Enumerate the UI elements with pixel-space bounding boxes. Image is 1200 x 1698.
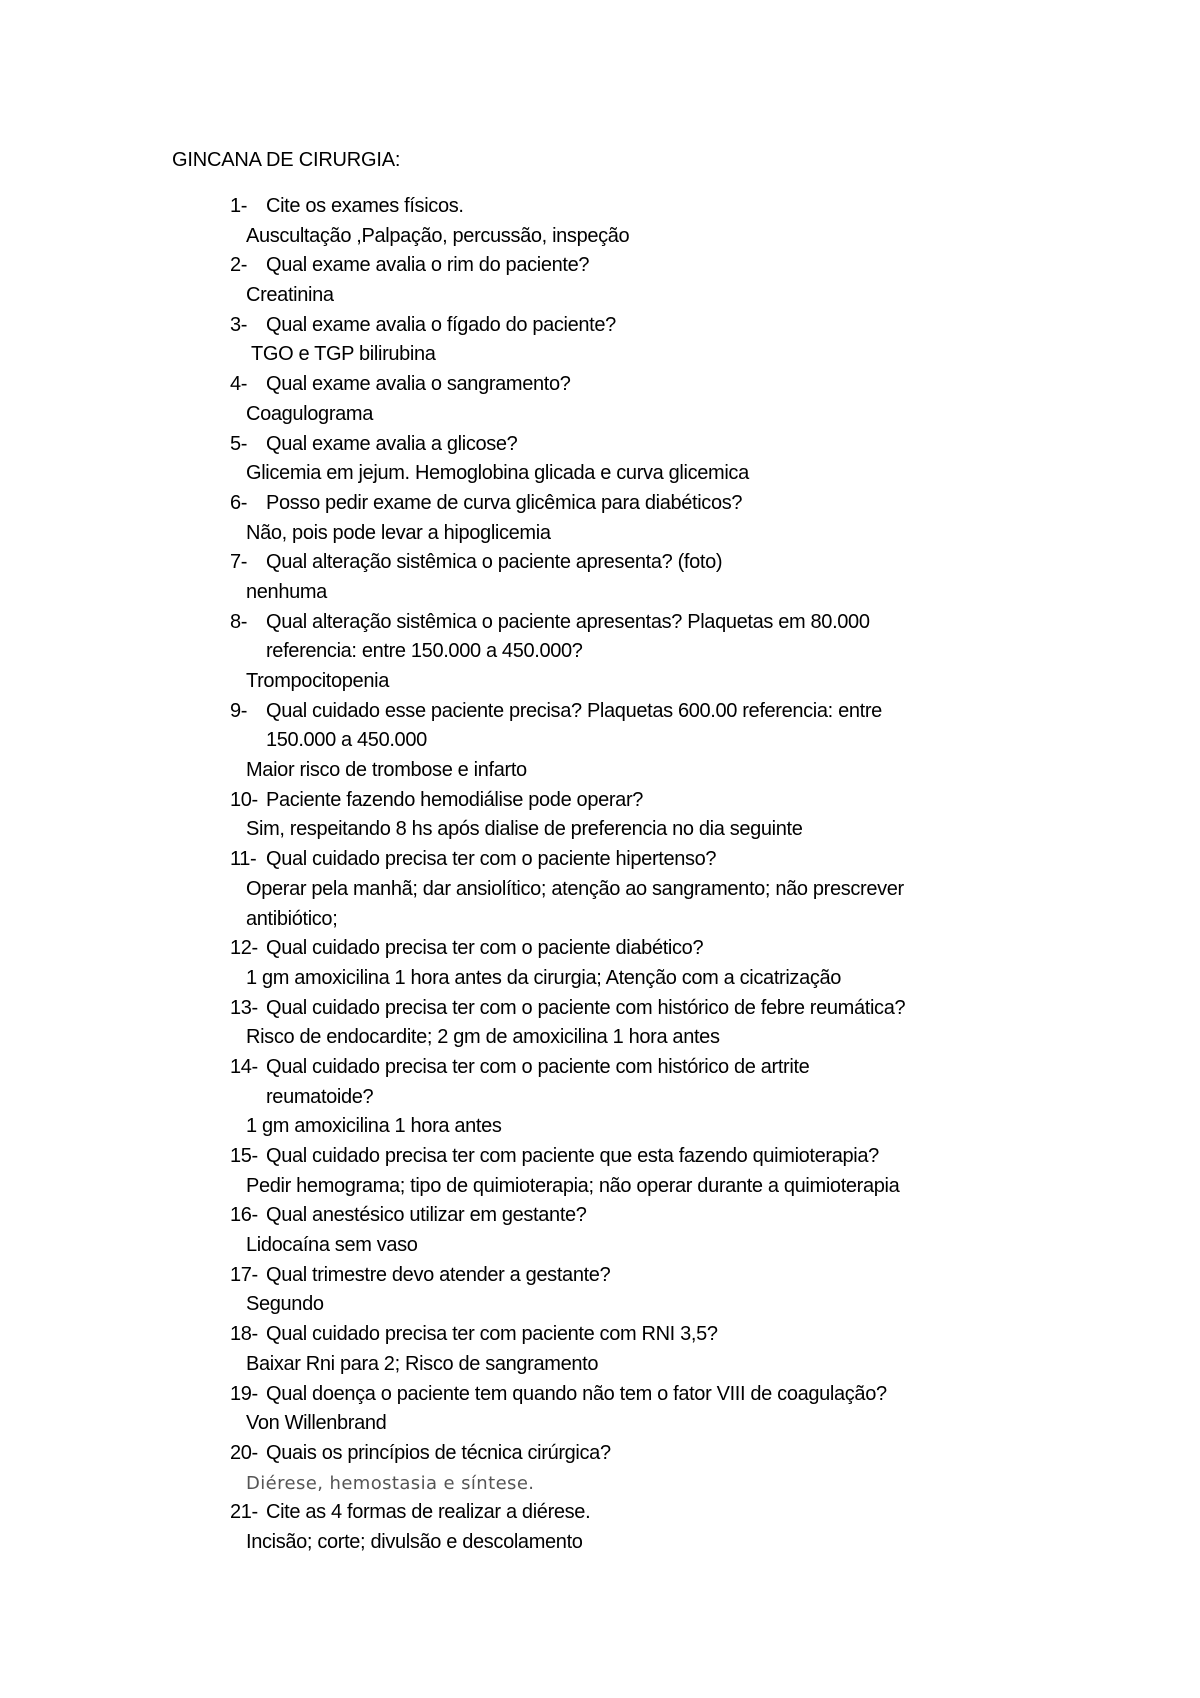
question-text: Qual anestésico utilizar em gestante? [266, 1204, 587, 1227]
question-text: 150.000 a 450.000 [266, 729, 427, 752]
answer-text: Coagulograma [246, 402, 373, 425]
question-line [0, 637, 1200, 667]
question-number: 19- [230, 1382, 258, 1405]
question-number: 20- [230, 1441, 258, 1464]
answer-line [0, 400, 1200, 430]
question-line [0, 1053, 1200, 1083]
question-text: Qual exame avalia a glicose? [266, 432, 518, 455]
question-number: 2- [230, 254, 248, 277]
question-number: 8- [230, 610, 248, 633]
question-line [0, 370, 1200, 400]
answer-text: Pedir hemograma; tipo de quimioterapia; não operar durante a quimioterapia [246, 1174, 900, 1197]
answer-text: Operar pela manhã; dar ansiolítico; atenção ao sangramento; não prescrever [246, 877, 904, 900]
answer-line [0, 281, 1200, 311]
question-number: 17- [230, 1263, 258, 1286]
answer-line [0, 1528, 1200, 1558]
question-text: Qual cuidado precisa ter com paciente com RNI 3,5? [266, 1323, 718, 1346]
answer-text: nenhuma [246, 580, 327, 603]
answer-text: Sim, respeitando 8 hs após dialise de preferencia no dia seguinte [246, 818, 803, 841]
document-title: GINCANA DE CIRURGIA: [172, 149, 401, 171]
question-text: Qual trimestre devo atender a gestante? [266, 1263, 611, 1286]
question-text: Posso pedir exame de curva glicêmica para diabéticos? [266, 491, 743, 514]
answer-line [0, 1290, 1200, 1320]
question-number: 18- [230, 1323, 258, 1346]
question-text: Qual cuidado precisa ter com o paciente diabético? [266, 937, 704, 960]
answer-line [0, 1231, 1200, 1261]
answer-text: Diérese, hemostasia e síntese. [246, 1472, 535, 1494]
answer-line [0, 815, 1200, 845]
question-text: referencia: entre 150.000 a 450.000? [266, 640, 583, 663]
answer-line [0, 667, 1200, 697]
question-number: 9- [230, 699, 248, 722]
answer-text: 1 gm amoxicilina 1 hora antes [246, 1115, 502, 1138]
question-text: Cite as 4 formas de realizar a diérese. [266, 1501, 591, 1524]
answer-text: Incisão; corte; divulsão e descolamento [246, 1530, 583, 1553]
answer-text: Baixar Rni para 2; Risco de sangramento [246, 1352, 599, 1375]
answer-line [0, 1350, 1200, 1380]
question-line [0, 845, 1200, 875]
question-number: 21- [230, 1501, 258, 1524]
answer-text: Glicemia em jejum. Hemoglobina glicada e curva glicemica [246, 462, 749, 485]
question-line [0, 430, 1200, 460]
question-text: Qual exame avalia o sangramento? [266, 373, 571, 396]
question-line [0, 1201, 1200, 1231]
answer-text: Lidocaína sem vaso [246, 1234, 418, 1257]
question-text: Qual cuidado precisa ter com paciente que esta fazendo quimioterapia? [266, 1145, 879, 1167]
answer-text: antibiótico; [246, 907, 338, 930]
question-line [0, 548, 1200, 578]
answer-line [0, 1112, 1200, 1142]
question-line [0, 489, 1200, 519]
question-number: 16- [230, 1204, 258, 1227]
question-number: 11- [230, 848, 257, 871]
question-text: Qual cuidado esse paciente precisa? Plaquetas 600.00 referencia: entre [266, 699, 882, 722]
answer-line [0, 340, 1200, 370]
question-line [0, 697, 1200, 727]
answer-line [0, 1409, 1200, 1439]
question-line [0, 1083, 1200, 1113]
question-text: Qual cuidado precisa ter com o paciente com histórico de artrite [266, 1055, 810, 1078]
answer-text: Risco de endocardite; 2 gm de amoxicilina 1 hora antes [246, 1026, 720, 1049]
answer-line [0, 875, 1200, 905]
answer-text: Segundo [246, 1293, 324, 1316]
question-answer-list [0, 192, 1200, 1558]
answer-line [0, 519, 1200, 549]
question-line [0, 1498, 1200, 1528]
question-number: 6- [230, 491, 248, 514]
question-line [0, 311, 1200, 341]
answer-line [0, 222, 1200, 252]
answer-text: Auscultação ,Palpação, percussão, inspeção [246, 224, 630, 247]
question-number: 7- [230, 551, 248, 574]
question-line [0, 1380, 1200, 1410]
question-number: 4- [230, 373, 248, 396]
question-line [0, 1142, 1200, 1172]
question-text: Qual alteração sistêmica o paciente apresenta? (foto) [266, 551, 723, 574]
answer-text: Não, pois pode levar a hipoglicemia [246, 521, 551, 544]
question-line [0, 1320, 1200, 1350]
question-text: Paciente fazendo hemodiálise pode operar? [266, 788, 644, 811]
answer-line [0, 578, 1200, 608]
question-line [0, 934, 1200, 964]
question-line [0, 786, 1200, 816]
answer-line [0, 1172, 1200, 1202]
question-text: Qual cuidado precisa ter com o paciente com histórico de febre reumática? [266, 996, 906, 1019]
answer-line [0, 964, 1200, 994]
question-text: Qual doença o paciente tem quando não tem o fator VIII de coagulação? [266, 1382, 887, 1405]
question-number: 10- [230, 788, 258, 811]
question-line [0, 994, 1200, 1024]
question-line [0, 726, 1200, 756]
answer-line [0, 1469, 1200, 1499]
answer-text: TGO e TGP bilirubina [251, 343, 436, 366]
question-line [0, 192, 1200, 222]
question-number: 14- [230, 1055, 258, 1078]
question-text: Qual alteração sistêmica o paciente apresentas? Plaquetas em 80.000 [266, 610, 870, 633]
question-text: Qual cuidado precisa ter com o paciente hipertenso? [266, 848, 717, 871]
question-line [0, 251, 1200, 281]
question-text: Qual exame avalia o fígado do paciente? [266, 313, 616, 336]
question-text: Cite os exames físicos. [266, 195, 464, 217]
answer-text: Creatinina [246, 284, 334, 307]
answer-text: Von Willenbrand [246, 1412, 387, 1435]
answer-text: 1 gm amoxicilina 1 hora antes da cirurgia; Atenção com a cicatrização [246, 966, 842, 989]
question-text: reumatoide? [266, 1085, 374, 1108]
answer-text: Trompocitopenia [246, 670, 389, 692]
question-number: 3- [230, 313, 248, 336]
question-line [0, 608, 1200, 638]
answer-line [0, 1023, 1200, 1053]
question-text: Qual exame avalia o rim do paciente? [266, 254, 590, 277]
question-number: 1- [230, 195, 248, 217]
answer-line [0, 905, 1200, 935]
question-text: Quais os princípios de técnica cirúrgica? [266, 1441, 611, 1464]
question-line [0, 1261, 1200, 1291]
question-number: 12- [230, 937, 258, 960]
answer-line [0, 459, 1200, 489]
question-number: 13- [230, 996, 258, 1019]
question-number: 5- [230, 432, 248, 455]
question-number: 15- [230, 1145, 258, 1167]
answer-line [0, 756, 1200, 786]
answer-text: Maior risco de trombose e infarto [246, 759, 527, 782]
question-line [0, 1439, 1200, 1469]
